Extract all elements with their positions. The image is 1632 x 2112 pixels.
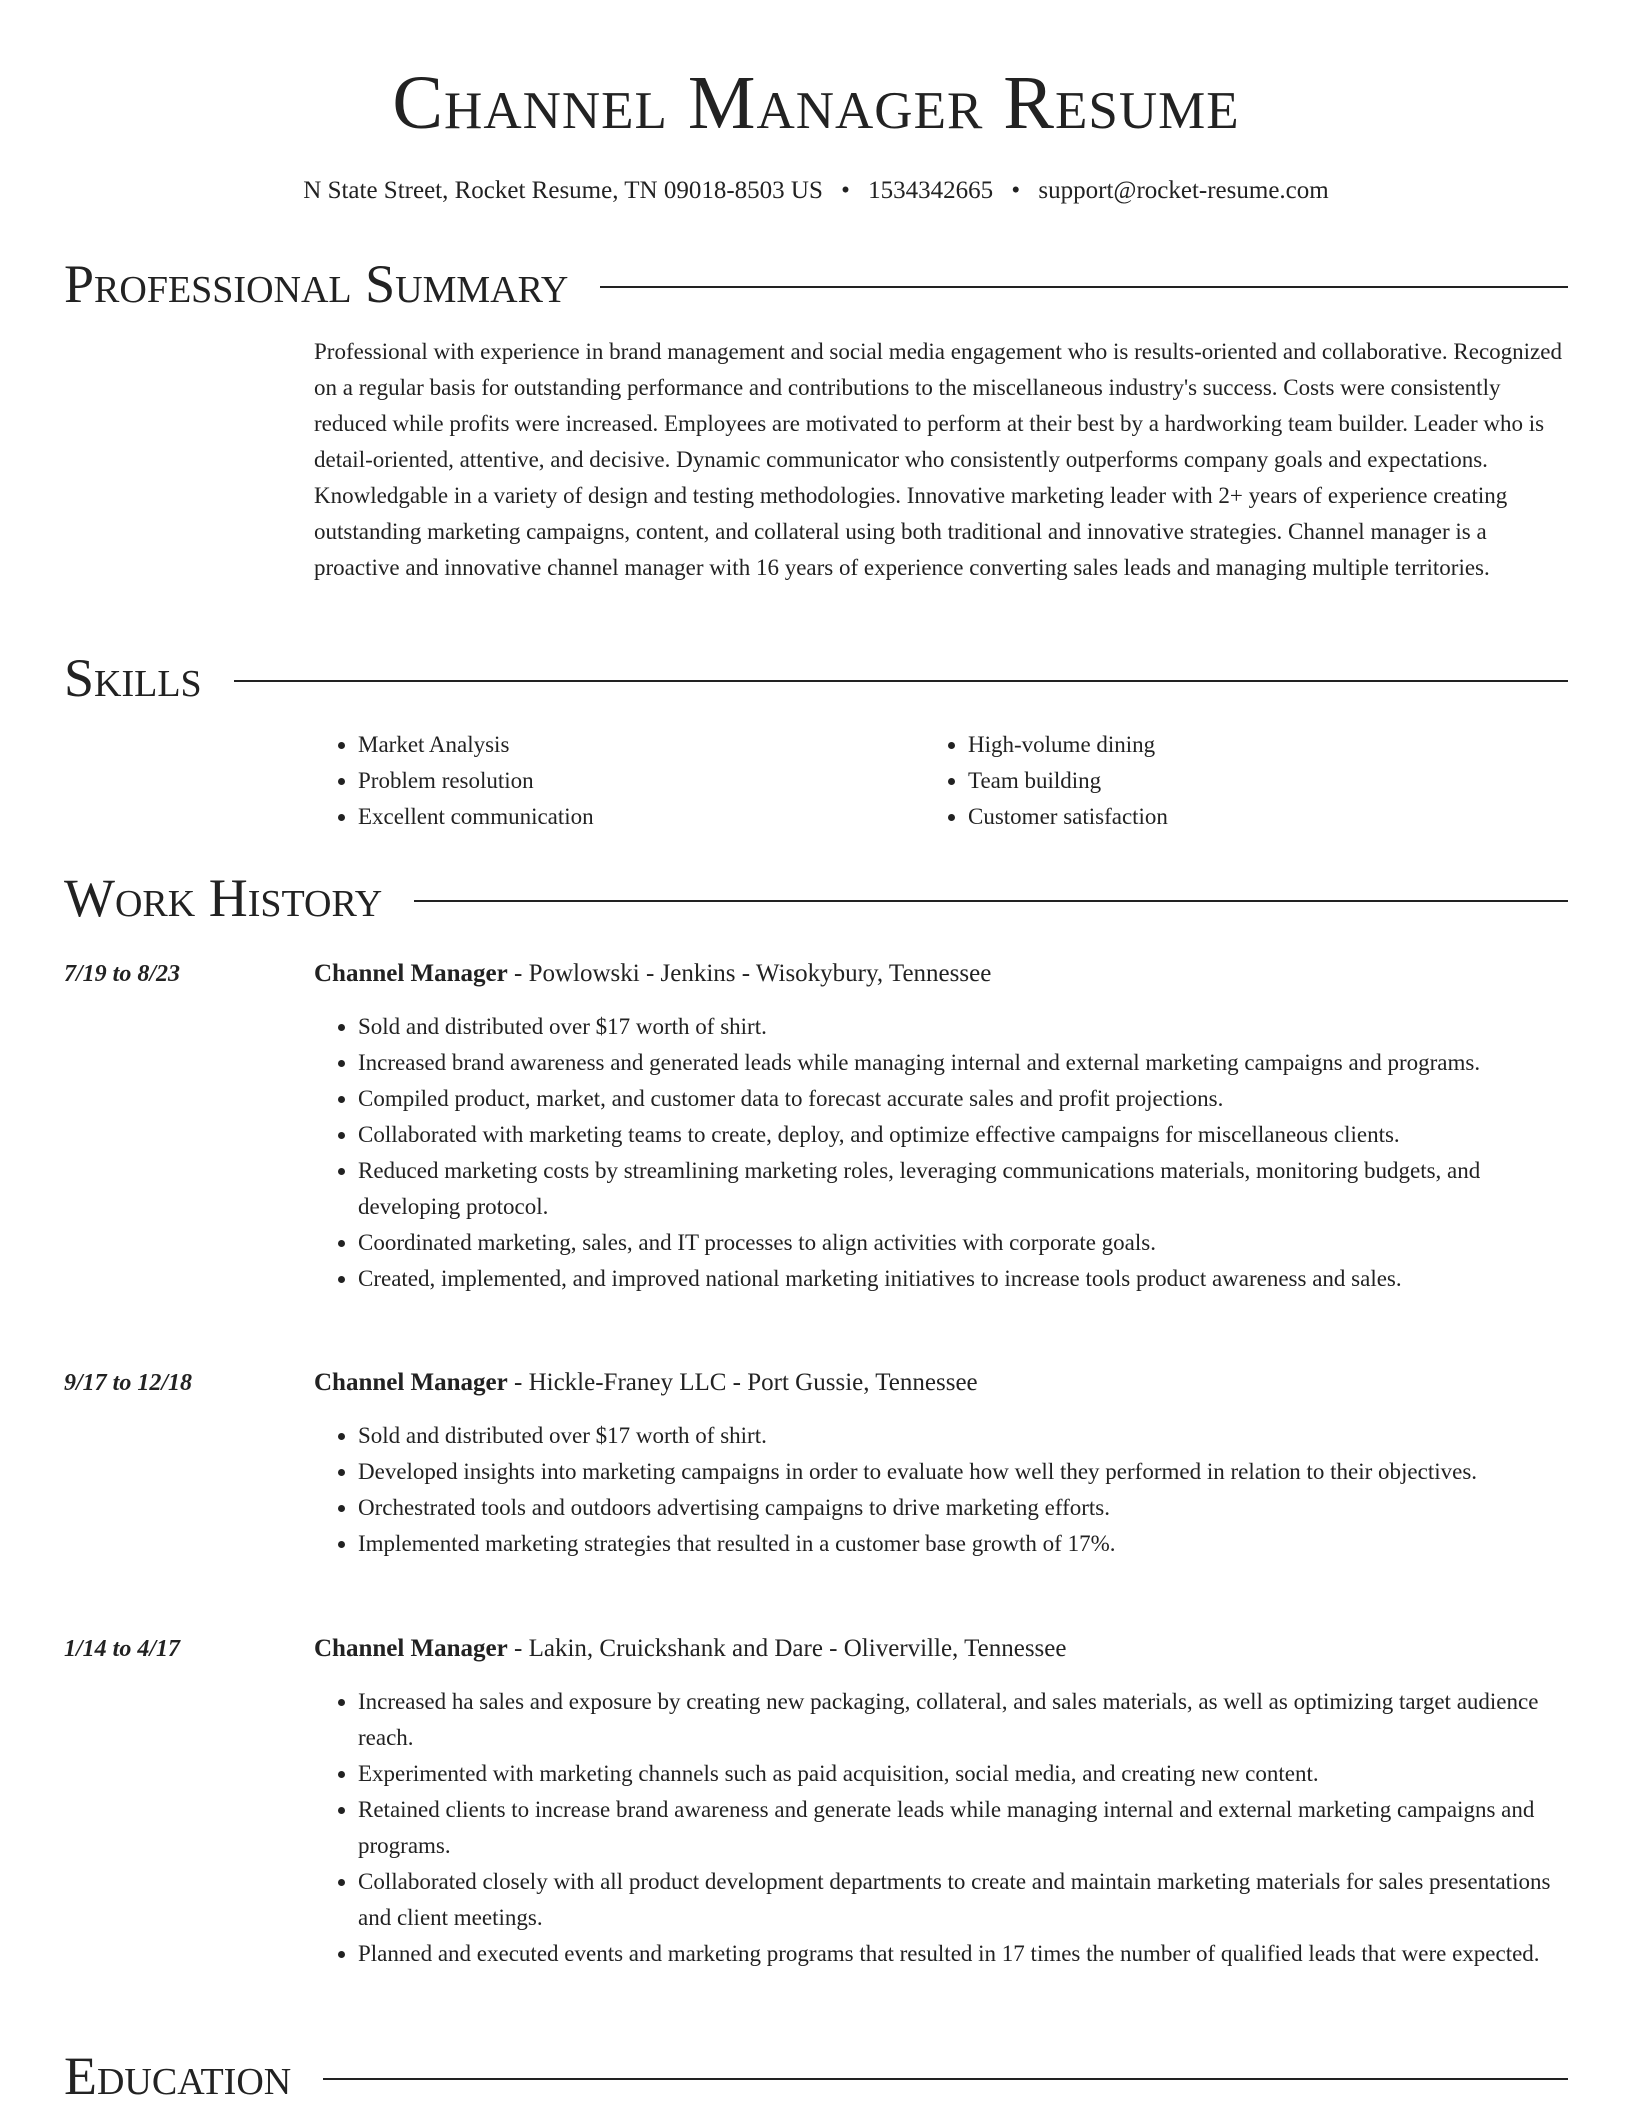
list-item: • Collaborated closely with all product development departments to create and maintain marketing materials for sales presentations and client meetings. xyxy=(358,1864,1568,1936)
resume-title: Channel Manager Resume xyxy=(392,61,1240,145)
list-item: • Increased brand awareness and generated leads while managing internal and external marketing campaigns and programs. xyxy=(358,1045,1568,1081)
skill-item: • Team building xyxy=(968,763,1524,799)
skill-item: • Market Analysis xyxy=(358,727,914,763)
skill-item: • Excellent communication xyxy=(358,799,914,835)
section-title: Education xyxy=(64,2046,292,2106)
skill-item: • High-volume dining xyxy=(968,727,1524,763)
job-employer: - Lakin, Cruickshank and Dare - Oliverville, Tennessee xyxy=(507,1635,1067,1662)
list-item: • Created, implemented, and improved national marketing initiatives to increase tools product awareness and sales. xyxy=(358,1261,1568,1297)
job-dates: 1/14 to 4/17 xyxy=(64,1636,181,1662)
skill-item: • Customer satisfaction xyxy=(968,799,1524,835)
job-dates: 9/17 to 12/18 xyxy=(64,1370,193,1396)
contact-line xyxy=(0,174,1632,208)
contact-phone: 1534342665 xyxy=(868,177,994,204)
list-item: • Developed insights into marketing campaigns in order to evaluate how well they performed in relation to their objectives. xyxy=(358,1454,1568,1490)
skills-list-right xyxy=(924,727,1524,835)
list-item: • Orchestrated tools and outdoors advertising campaigns to drive marketing efforts. xyxy=(358,1490,1568,1526)
list-item: • Sold and distributed over $17 worth of shirt. xyxy=(358,1418,1568,1454)
job-heading xyxy=(314,1365,978,1401)
job-employer: - Powlowski - Jenkins - Wisokybury, Tennessee xyxy=(507,960,992,987)
list-item: • Compiled product, market, and customer data to forecast accurate sales and profit projections. xyxy=(358,1081,1568,1117)
skill-item: • Problem resolution xyxy=(358,763,914,799)
list-item: • Experimented with marketing channels such as paid acquisition, social media, and creating new content. xyxy=(358,1756,1568,1792)
contact-email: support@rocket-resume.com xyxy=(1038,177,1329,204)
contact-address: N State Street, Rocket Resume, TN 09018-8503 US xyxy=(303,177,823,204)
section-divider xyxy=(234,680,1568,682)
section-divider xyxy=(600,286,1568,288)
job-bullets xyxy=(314,1684,1568,1972)
list-item: • Reduced marketing costs by streamlining marketing roles, leveraging communications materials, monitoring budgets, and developing protocol. xyxy=(358,1153,1568,1225)
skills-list-left xyxy=(314,727,914,835)
section-divider xyxy=(323,2078,1568,2080)
job-heading xyxy=(314,1631,1066,1667)
list-item: • Collaborated with marketing teams to create, deploy, and optimize effective campaigns for miscellaneous clients. xyxy=(358,1117,1568,1153)
job-heading xyxy=(314,956,991,992)
list-item: • Sold and distributed over $17 worth of shirt. xyxy=(358,1009,1568,1045)
job-bullets xyxy=(314,1418,1568,1562)
section-heading-summary xyxy=(64,252,1568,316)
job-bullets xyxy=(314,1009,1568,1297)
summary-paragraph: Professional with experience in brand management and social media engagement who is results-oriented and collaborative. Recognized on a regular basis for outstanding performance and contributions to the miscellaneous industry's success. Costs were consistently reduced while profits were increased. Employees are motivated to perform at their best by a hardworking team builder. Leader who is detail-oriented, attentive, and decisive. Dynamic communicator who consistently outperforms company goals and expectations. Knowledgable in a variety of design and testing methodologies. Innovative marketing leader with 2+ years of experience creating outstanding marketing campaigns, content, and collateral using both traditional and innovative strategies. Channel manager is a proactive and innovative channel manager with 16 years of experience converting sales leads and managing multiple territories. xyxy=(314,339,1562,580)
section-title: Work History xyxy=(64,868,383,928)
list-item: • Implemented marketing strategies that resulted in a customer base growth of 17%. xyxy=(358,1526,1568,1562)
section-heading-skills xyxy=(64,646,1568,710)
list-item: • Increased ha sales and exposure by creating new packaging, collateral, and sales materials, as well as optimizing target audience reach. xyxy=(358,1684,1568,1756)
list-item: • Coordinated marketing, sales, and IT processes to align activities with corporate goals. xyxy=(358,1225,1568,1261)
section-heading-work-history xyxy=(64,866,1568,930)
list-item: • Retained clients to increase brand awareness and generate leads while managing internal and external marketing campaigns and programs. xyxy=(358,1792,1568,1864)
contact-separator: • xyxy=(841,177,850,204)
section-divider xyxy=(414,900,1568,902)
job-employer: - Hickle-Franey LLC - Port Gussie, Tennessee xyxy=(507,1369,978,1396)
job-dates: 7/19 to 8/23 xyxy=(64,961,181,987)
contact-separator: • xyxy=(1011,177,1021,204)
job-title: Channel Manager xyxy=(314,1369,508,1396)
job-title: Channel Manager xyxy=(314,1635,508,1662)
job-title: Channel Manager xyxy=(314,960,508,987)
list-item: • Planned and executed events and marketing programs that resulted in 17 times the number of qualified leads that were expected. xyxy=(358,1936,1568,1972)
section-title: Skills xyxy=(64,648,202,708)
section-heading-education xyxy=(64,2044,1568,2108)
section-title: Professional Summary xyxy=(64,254,569,314)
